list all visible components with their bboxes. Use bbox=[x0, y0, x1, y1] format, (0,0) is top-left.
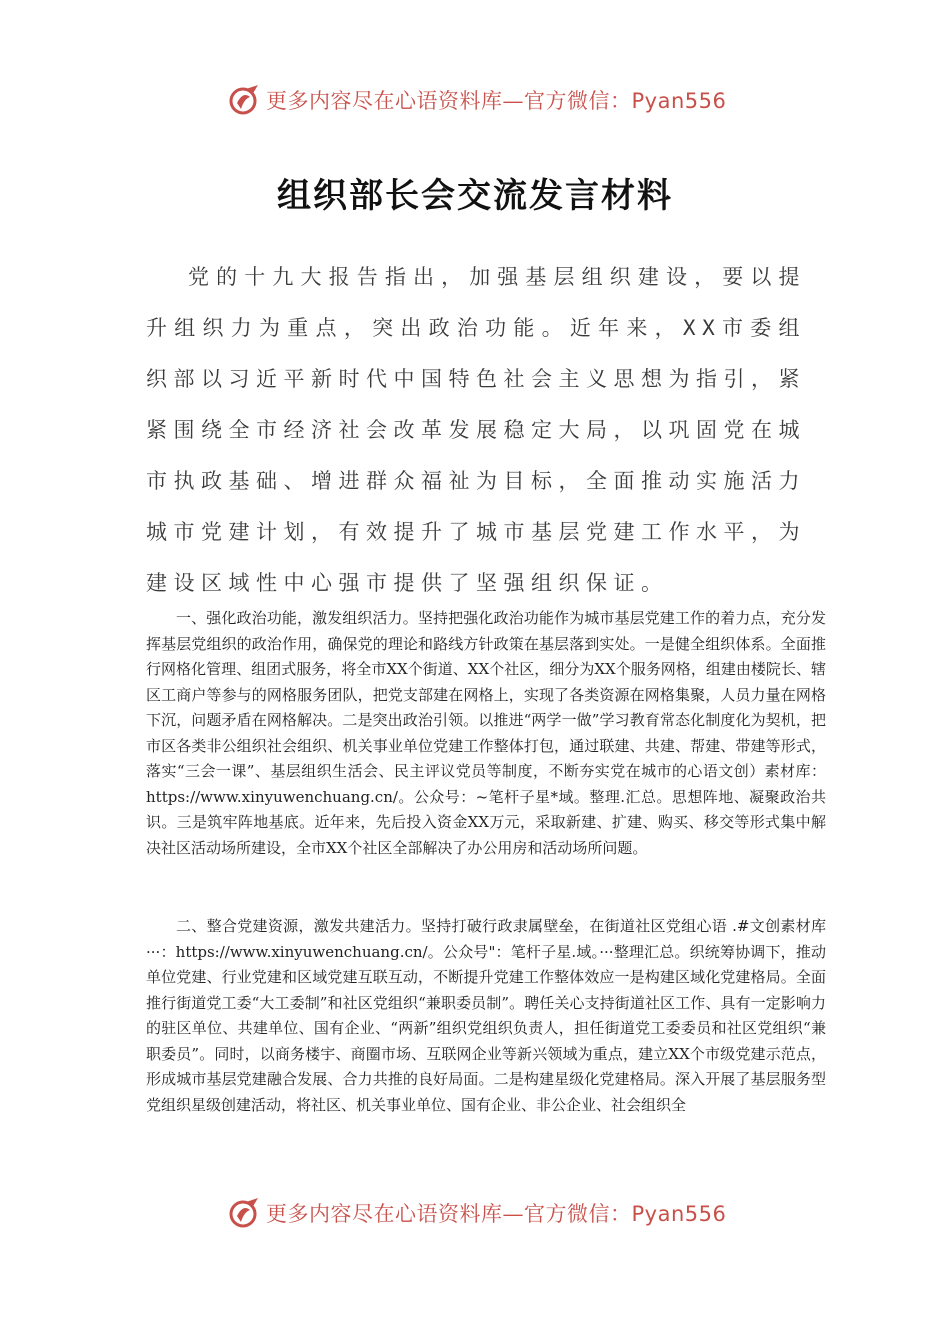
watermark-wechat-id: Pyan556 bbox=[631, 1202, 727, 1226]
watermark-text bbox=[266, 1198, 726, 1228]
watermark-main-text: 更多内容尽在心语资料库 bbox=[266, 1202, 503, 1226]
logo-icon bbox=[228, 1196, 262, 1230]
section-paragraph-1: 一、强化政治功能，激发组织活力。坚持把强化政治功能作为城市基层党建工作的着力点，充分发挥基层党组织的政治作用，确保党的理论和路线方针政策在基层落到实处。一是健全组织体系。全面推行网格化管理、组团式服务，将全市XX个街道、XX个社区，细分为XX个服务网格，组建由楼院长、辖区工商户等参与的网格服务团队，把党支部建在网格上，实现了各类资源在网格集聚，人员力量在网格下沉，问题矛盾在网格解决。二是突出政治引领。以推进“两学一做”学习教育常态化制度化为契机，把市区各类非公组织社会组织、机关事业单位党建工作整体打包，通过联建、共建、帮建、带建等形式，落实“三会一课”、基层组织生活会、民主评议党员等制度，不断夯实党在城市的心语文创）素材库：https://www.xinyuwenchuang.cn/。公众号：~笔杆子星*域。整理.汇总。思想阵地、凝聚政治共识。三是筑牢阵地基底。近年来，先后投入资金XX万元，采取新建、扩建、购买、移交等形式集中解决社区活动场所建设，全市XX个社区全部解决了办公用房和活动场所问题。 bbox=[146, 609, 826, 857]
watermark-wechat-label: 官方微信： bbox=[524, 1202, 632, 1226]
footer-watermark-banner bbox=[228, 1193, 748, 1233]
section-paragraph-2: 二、整合党建资源，激发共建活力。坚持打破行政隶属壁垒，在街道社区党组心语 .#文创素材库···：https://www.xinyuwenchuang.cn/。公众号"：笔杆子星.域。···整理汇总。织统筹协调下，推动单位党建、行业党建和区域党建互联互动，不断提升党建工作整体效应一是构建区域化党建格局。全面推行街道党工委“大工委制”和社区党组织“兼职委员制”。聘任关心支持街道社区工作、具有一定影响力的驻区单位、共建单位、国有企业、“两新”组织党组织负责人，担任街道党工委委员和社区党组织“兼职委员”。同时，以商务楼宇、商圈市场、互联网企业等新兴领域为重点，建立XX个市级党建示范点，形成城市基层党建融合发展、合力共推的良好局面。二是构建星级化党建格局。深入开展了基层服务型党组织星级创建活动，将社区、机关事业单位、国有企业、非公企业、社会组织全 bbox=[146, 917, 826, 1114]
intro-paragraph: 党的十九大报告指出，加强基层组织建设，要以提升组织力为重点，突出政治功能。近年来，XX市委组织部以习近平新时代中国特色社会主义思想为指引，紧紧围绕全市经济社会改革发展稳定大局，以巩固党在城市执政基础、增进群众福祉为目标，全面推动实施活力城市党建计划，有效提升了城市基层党建工作水平，为建设区域性中心强市提供了坚强组织保证。 bbox=[146, 265, 806, 595]
watermark-text bbox=[266, 85, 726, 115]
watermark-main-text: 更多内容尽在心语资料库 bbox=[266, 89, 503, 113]
document-title: 组织部长会交流发言材料 bbox=[277, 176, 673, 216]
logo-icon bbox=[228, 83, 262, 117]
watermark-dash: — bbox=[502, 1202, 524, 1226]
watermark-wechat-label: 官方微信： bbox=[524, 89, 632, 113]
watermark-dash: — bbox=[502, 89, 524, 113]
header-watermark-banner bbox=[228, 80, 748, 120]
watermark-wechat-id: Pyan556 bbox=[631, 89, 727, 113]
